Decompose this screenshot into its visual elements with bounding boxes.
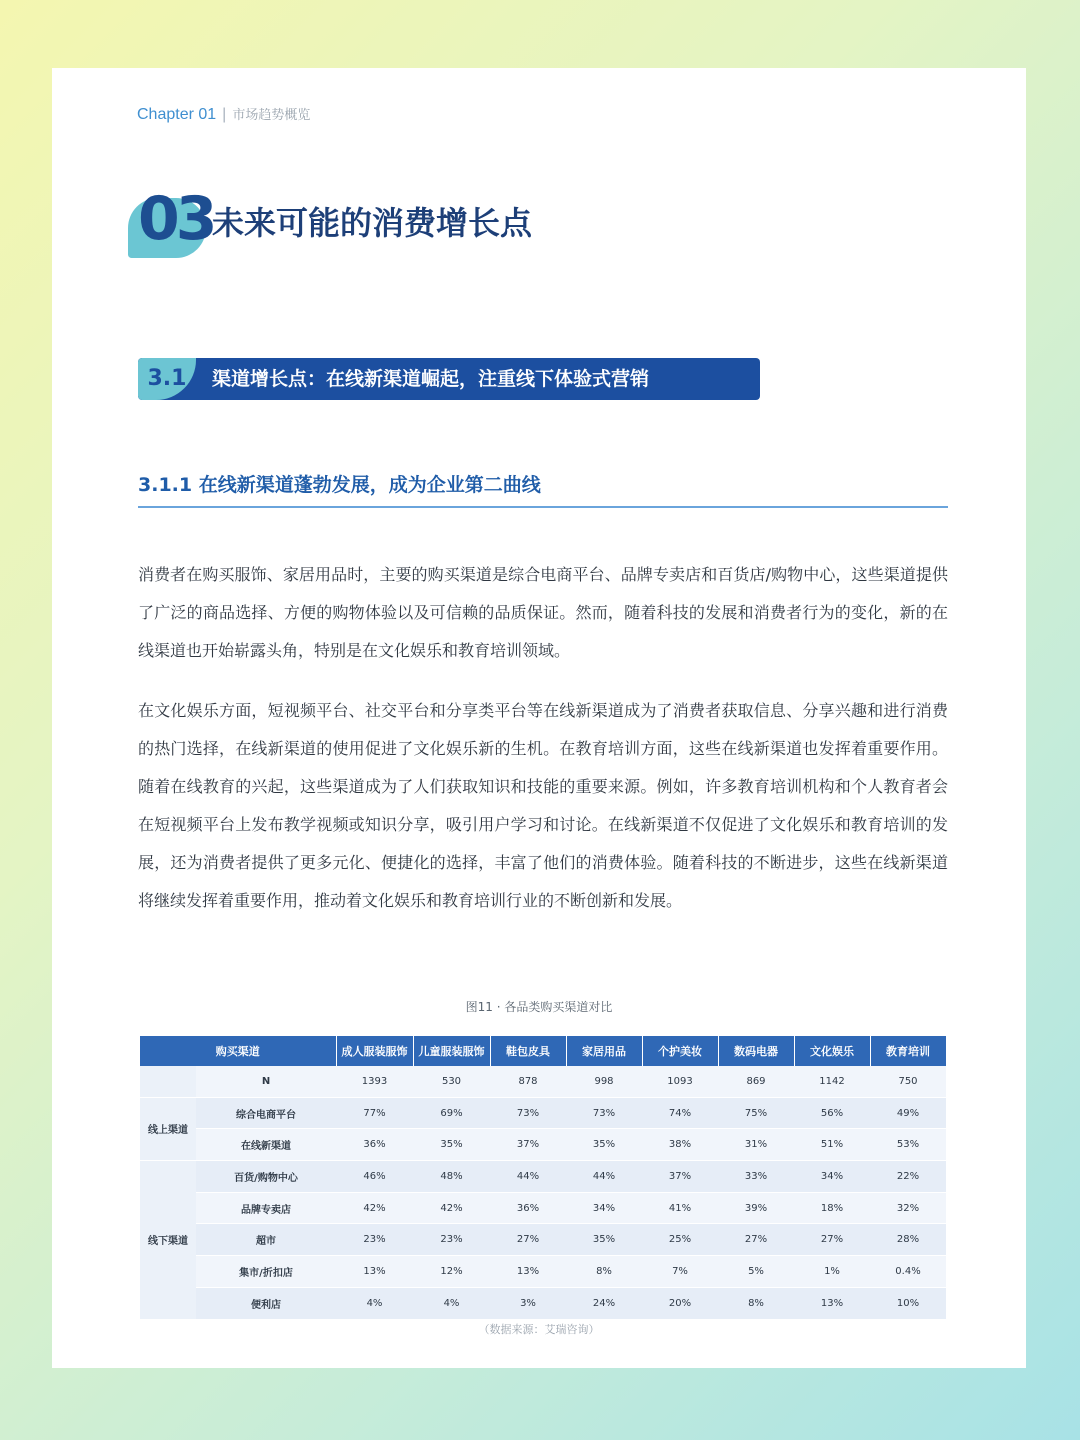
table-row — [140, 1287, 946, 1319]
table-cell: 4% — [413, 1287, 490, 1319]
table-cell: 75% — [718, 1097, 794, 1129]
table-cell: 49% — [870, 1097, 946, 1129]
table-cell: 4% — [336, 1287, 413, 1319]
table-cell: 48% — [413, 1161, 490, 1193]
table-cell: 12% — [413, 1256, 490, 1288]
row-label: 综合电商平台 — [196, 1097, 336, 1129]
table-cell: 77% — [336, 1097, 413, 1129]
chapter-header — [137, 104, 310, 124]
table-cell: 38% — [642, 1129, 718, 1161]
table-header-cell: 家居用品 — [566, 1036, 642, 1066]
subsection-heading: 3.1.1 在线新渠道蓬勃发展，成为企业第二曲线 — [138, 474, 541, 496]
table-cell: 73% — [490, 1097, 566, 1129]
table-cell: 27% — [490, 1224, 566, 1256]
table-cell: 36% — [490, 1192, 566, 1224]
table-cell: 34% — [794, 1161, 870, 1193]
section-number: 03 — [138, 184, 214, 254]
table-row — [140, 1192, 946, 1224]
table-cell: 10% — [870, 1287, 946, 1319]
table-cell: 39% — [718, 1192, 794, 1224]
figure-caption: 图11 · 各品类购买渠道对比 — [465, 1000, 613, 1014]
table-cell: 41% — [642, 1192, 718, 1224]
table-cell: 36% — [336, 1129, 413, 1161]
table-cell: 1093 — [642, 1066, 718, 1097]
table-cell: 5% — [718, 1256, 794, 1288]
table-cell: 42% — [413, 1192, 490, 1224]
table-header-row — [140, 1036, 946, 1066]
table-cell: 46% — [336, 1161, 413, 1193]
table-cell: 33% — [718, 1161, 794, 1193]
table-cell: 1393 — [336, 1066, 413, 1097]
table-cell: 37% — [490, 1129, 566, 1161]
table-cell: 25% — [642, 1224, 718, 1256]
table-cell: 750 — [870, 1066, 946, 1097]
table-cell: 28% — [870, 1224, 946, 1256]
table-cell: 73% — [566, 1097, 642, 1129]
group-cell: 线上渠道 — [140, 1097, 196, 1160]
table-cell: 878 — [490, 1066, 566, 1097]
table-header-cell: 鞋包皮具 — [490, 1036, 566, 1066]
table-cell: 869 — [718, 1066, 794, 1097]
table-cell: 51% — [794, 1129, 870, 1161]
paragraph-2: 在文化娱乐方面，短视频平台、社交平台和分享类平台等在线新渠道成为了消费者获取信息、分享兴趣和进行消费的热门选择，在线新渠道的使用促进了文化娱乐新的生机。在教育培训方面，这些在线新渠道也发挥着重要作用。随着在线教育的兴起，这些渠道成为了人们获取知识和技能的重要来源。例如，许多教育培训机构和个人教育者会在短视频平台上发布教学视频或知识分享，吸引用户学习和讨论。在线新渠道不仅促进了文化娱乐和教育培训的发展，还为消费者提供了更多元化、便捷化的选择，丰富了他们的消费体验。随着科技的不断进步，这些在线新渠道将继续发挥着重要作用，推动着文化娱乐和教育培训行业的不断创新和发展。 — [138, 701, 948, 910]
row-label: 便利店 — [196, 1287, 336, 1319]
table-cell: 37% — [642, 1161, 718, 1193]
banner-number: 3.1 — [138, 358, 196, 400]
document-page — [52, 68, 1026, 1368]
row-label: 品牌专卖店 — [196, 1192, 336, 1224]
table-row — [140, 1097, 946, 1129]
channel-comparison-table — [140, 1036, 946, 1310]
figure-source: （数据来源：艾瑞咨询） — [478, 1323, 600, 1336]
table-cell: 27% — [718, 1224, 794, 1256]
table-header-cell: 成人服装服饰 — [336, 1036, 413, 1066]
table-cell: 530 — [413, 1066, 490, 1097]
table-cell: 20% — [642, 1287, 718, 1319]
table-cell: 24% — [566, 1287, 642, 1319]
table-header-cell: 数码电器 — [718, 1036, 794, 1066]
table-cell: 8% — [566, 1256, 642, 1288]
table-header-cell: 文化娱乐 — [794, 1036, 870, 1066]
table-cell: 53% — [870, 1129, 946, 1161]
table-cell: 23% — [413, 1224, 490, 1256]
table-cell: 69% — [413, 1097, 490, 1129]
section-title: 未来可能的消费增长点 — [212, 204, 533, 242]
table-cell: 44% — [566, 1161, 642, 1193]
table-cell: 13% — [794, 1287, 870, 1319]
row-label: 集市/折扣店 — [196, 1256, 336, 1288]
group-cell: 线下渠道 — [140, 1161, 196, 1319]
table-cell: 42% — [336, 1192, 413, 1224]
table-row — [140, 1129, 946, 1161]
table-header-cell: 购买渠道 — [140, 1036, 336, 1066]
table-header-cell: 个护美妆 — [642, 1036, 718, 1066]
table-cell: 1142 — [794, 1066, 870, 1097]
paragraph-1: 消费者在购买服饰、家居用品时，主要的购买渠道是综合电商平台、品牌专卖店和百货店/购物中心，这些渠道提供了广泛的商品选择、方便的购物体验以及可信赖的品质保证。然而，随着科技的发展和消费者行为的变化，新的在线渠道也开始崭露头角，特别是在文化娱乐和教育培训领域。 — [138, 565, 948, 660]
table-cell: 22% — [870, 1161, 946, 1193]
table-cell: 23% — [336, 1224, 413, 1256]
table-cell: 31% — [718, 1129, 794, 1161]
table-cell: 1% — [794, 1256, 870, 1288]
chapter-subtitle: 市场趋势概览 — [232, 107, 311, 122]
table-cell: 44% — [490, 1161, 566, 1193]
table-cell: 34% — [566, 1192, 642, 1224]
heading-underline — [138, 506, 948, 508]
chapter-label: Chapter 01 — [137, 106, 217, 123]
row-label: 超市 — [196, 1224, 336, 1256]
banner-title: 渠道增长点：在线新渠道崛起，注重线下体验式营销 — [212, 368, 650, 390]
table-cell: 3% — [490, 1287, 566, 1319]
table-row — [140, 1224, 946, 1256]
table-cell: 35% — [413, 1129, 490, 1161]
table-cell: 7% — [642, 1256, 718, 1288]
table-cell: 0.4% — [870, 1256, 946, 1288]
table-cell: 8% — [718, 1287, 794, 1319]
table-row — [140, 1161, 946, 1193]
table-cell: 13% — [490, 1256, 566, 1288]
table-cell: 27% — [794, 1224, 870, 1256]
table-header-cell: 教育培训 — [870, 1036, 946, 1066]
table-cell: 998 — [566, 1066, 642, 1097]
table-row — [140, 1256, 946, 1288]
row-label: N — [196, 1066, 336, 1097]
table-cell: 35% — [566, 1224, 642, 1256]
group-cell — [140, 1066, 196, 1097]
table-cell: 74% — [642, 1097, 718, 1129]
row-label: 在线新渠道 — [196, 1129, 336, 1161]
table-cell: 18% — [794, 1192, 870, 1224]
table-row — [140, 1066, 946, 1097]
table-header-cell: 儿童服装服饰 — [413, 1036, 490, 1066]
row-label: 百货/购物中心 — [196, 1161, 336, 1193]
table-cell: 35% — [566, 1129, 642, 1161]
table-cell: 56% — [794, 1097, 870, 1129]
subsection-banner — [138, 358, 760, 400]
section-number-badge — [128, 184, 218, 264]
table-cell: 13% — [336, 1256, 413, 1288]
table-cell: 32% — [870, 1192, 946, 1224]
chapter-separator: | — [222, 106, 227, 123]
